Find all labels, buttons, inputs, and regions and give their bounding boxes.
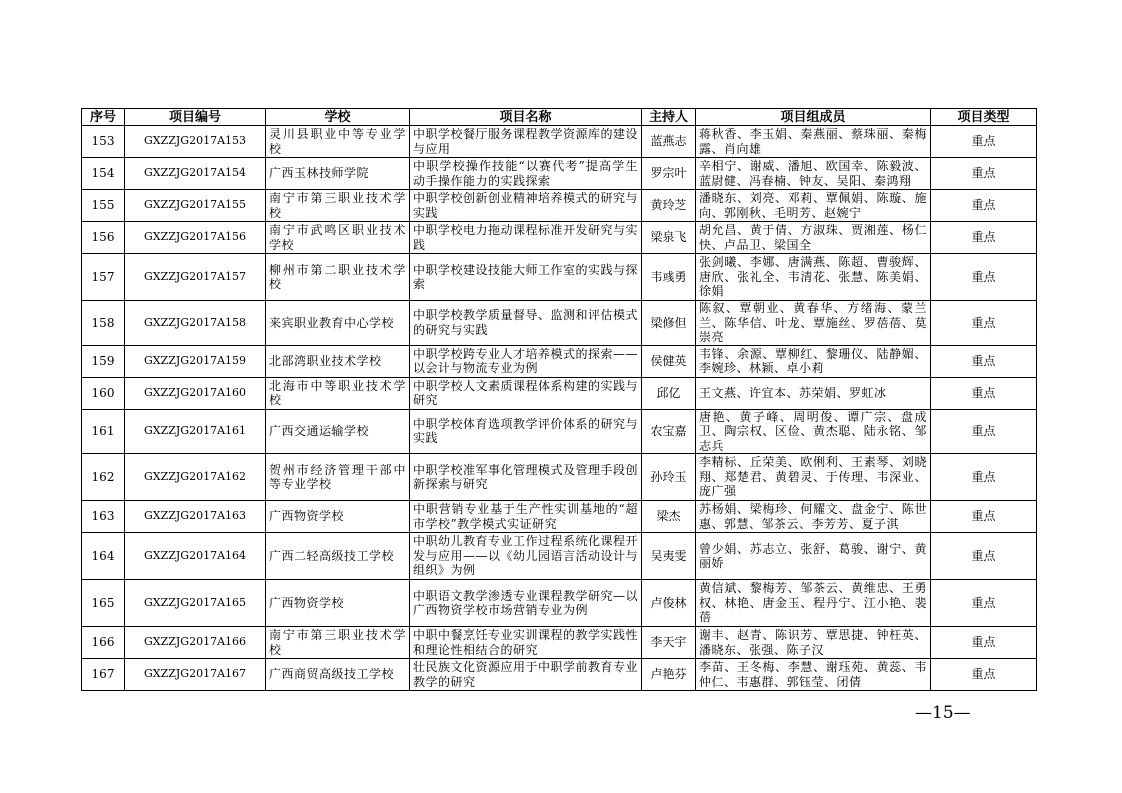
- school-name: 南宁市第三职业技术学校: [266, 627, 410, 659]
- members-list: 陈叙、覃朝业、黄春华、方绪海、蒙兰兰、陈华信、叶龙、覃施丝、罗蓓蓓、莫崇亮: [696, 301, 931, 346]
- project-type: 重点: [931, 222, 1037, 254]
- table-body: [82, 126, 1037, 691]
- header-cell: 项目编号: [125, 109, 266, 126]
- table-row: [82, 126, 1037, 158]
- project-code: GXZZJG2017A167: [125, 659, 266, 691]
- members-list: 王文燕、许宜本、苏荣娟、罗虹冰: [696, 377, 931, 409]
- project-name: 中职中餐烹饪专业实训课程的教学实践性和理论性相结合的研究: [410, 627, 642, 659]
- row-number: 156: [82, 222, 125, 254]
- table-row: [82, 222, 1037, 254]
- project-type: 重点: [931, 659, 1037, 691]
- table-row: [82, 158, 1037, 190]
- members-list: 李精标、丘荣美、欧俐利、王素琴、刘晓翔、郑楚君、黄碧灵、于传理、韦深业、庞广强: [696, 454, 931, 501]
- host-name: 梁修但: [642, 301, 696, 346]
- project-name: 中职学校操作技能“以赛代考”提高学生动手操作能力的实践探索: [410, 158, 642, 190]
- members-list: 辛相宁、谢威、潘旭、欧国幸、陈毅波、蓝尉健、冯春楠、钟友、吴阳、秦鸿翔: [696, 158, 931, 190]
- project-code: GXZZJG2017A159: [125, 345, 266, 377]
- project-type: 重点: [931, 254, 1037, 301]
- project-type: 重点: [931, 533, 1037, 580]
- host-name: 韦彧勇: [642, 254, 696, 301]
- project-code: GXZZJG2017A163: [125, 501, 266, 533]
- table-row: [82, 301, 1037, 346]
- project-type: 重点: [931, 158, 1037, 190]
- header-cell: 序号: [82, 109, 125, 126]
- project-type: 重点: [931, 580, 1037, 627]
- host-name: 梁杰: [642, 501, 696, 533]
- header-cell: 项目组成员: [696, 109, 931, 126]
- row-number: 161: [82, 409, 125, 454]
- project-name: 中职学校体育选项教学评价体系的研究与实践: [410, 409, 642, 454]
- row-number: 162: [82, 454, 125, 501]
- host-name: 卢艳芬: [642, 659, 696, 691]
- project-type: 重点: [931, 409, 1037, 454]
- host-name: 卢俊林: [642, 580, 696, 627]
- school-name: 北海市中等职业技术学校: [266, 377, 410, 409]
- school-name: 广西交通运输学校: [266, 409, 410, 454]
- host-name: 吴夷雯: [642, 533, 696, 580]
- table-row: [82, 627, 1037, 659]
- row-number: 159: [82, 345, 125, 377]
- host-name: 蓝燕志: [642, 126, 696, 158]
- row-number: 167: [82, 659, 125, 691]
- members-list: 李苗、王冬梅、李慧、谢珏苑、黄蕊、韦仲仁、韦惠群、郭钰莹、闭倩: [696, 659, 931, 691]
- host-name: 梁泉飞: [642, 222, 696, 254]
- project-code: GXZZJG2017A162: [125, 454, 266, 501]
- members-list: 苏杨娟、梁梅珍、何耀文、盘金宁、陈世惠、郭慧、邹茶云、李芳芳、夏子淇: [696, 501, 931, 533]
- table-row: [82, 254, 1037, 301]
- project-name: 中职学校人文素质课程体系构建的实践与研究: [410, 377, 642, 409]
- host-name: 孙玲玉: [642, 454, 696, 501]
- project-name: 中职学校建设技能大师工作室的实践与探索: [410, 254, 642, 301]
- project-type: 重点: [931, 126, 1037, 158]
- project-type: 重点: [931, 301, 1037, 346]
- project-type: 重点: [931, 501, 1037, 533]
- table-row: [82, 454, 1037, 501]
- project-code: GXZZJG2017A161: [125, 409, 266, 454]
- project-type: 重点: [931, 627, 1037, 659]
- school-name: 南宁市武鸣区职业技术学校: [266, 222, 410, 254]
- project-code: GXZZJG2017A158: [125, 301, 266, 346]
- table-row: [82, 533, 1037, 580]
- project-name: 中职学校电力拖动课程标准开发研究与实践: [410, 222, 642, 254]
- school-name: 南宁市第三职业技术学校: [266, 190, 410, 222]
- project-name: 中职学校准军事化管理模式及管理手段创新探索与研究: [410, 454, 642, 501]
- project-table: [81, 108, 1037, 691]
- school-name: 广西商贸高级技工学校: [266, 659, 410, 691]
- members-list: 谢丰、赵青、陈识芳、覃思捷、钟枉英、潘晓东、张强、陈子汉: [696, 627, 931, 659]
- host-name: 黄玲芝: [642, 190, 696, 222]
- row-number: 155: [82, 190, 125, 222]
- table-row: [82, 580, 1037, 627]
- members-list: 曾少娟、苏志立、张舒、葛骏、谢宁、黄丽娇: [696, 533, 931, 580]
- members-list: 潘晓东、刘亮、邓莉、覃佩娟、陈璇、施向、郭刚秋、毛明芳、赵婉宁: [696, 190, 931, 222]
- project-type: 重点: [931, 377, 1037, 409]
- school-name: 灵川县职业中等专业学校: [266, 126, 410, 158]
- host-name: 李天宇: [642, 627, 696, 659]
- project-name: 中职学校餐厅服务课程教学资源库的建设与应用: [410, 126, 642, 158]
- school-name: 北部湾职业技术学校: [266, 345, 410, 377]
- project-name: 壮民族文化资源应用于中职学前教育专业教学的研究: [410, 659, 642, 691]
- project-name: 中职学校教学质量督导、监测和评估模式的研究与实践: [410, 301, 642, 346]
- host-name: 侯健英: [642, 345, 696, 377]
- row-number: 165: [82, 580, 125, 627]
- project-code: GXZZJG2017A153: [125, 126, 266, 158]
- host-name: 邱亿: [642, 377, 696, 409]
- school-name: 广西玉林技师学院: [266, 158, 410, 190]
- project-code: GXZZJG2017A157: [125, 254, 266, 301]
- row-number: 154: [82, 158, 125, 190]
- school-name: 柳州市第二职业技术学校: [266, 254, 410, 301]
- table-row: [82, 659, 1037, 691]
- table-row: [82, 377, 1037, 409]
- school-name: 广西物资学校: [266, 580, 410, 627]
- members-list: 韦锋、余源、覃柳红、黎珊仪、陆静媚、李婉珍、林颖、卓小莉: [696, 345, 931, 377]
- host-name: 罗宗叶: [642, 158, 696, 190]
- project-name: 中职幼儿教育专业工作过程系统化课程开发与应用——以《幼儿园语言活动设计与组织》为例: [410, 533, 642, 580]
- header-row: [82, 109, 1037, 126]
- project-code: GXZZJG2017A155: [125, 190, 266, 222]
- project-name: 中职语文教学渗透专业课程教学研究—以广西物资学校市场营销专业为例: [410, 580, 642, 627]
- row-number: 163: [82, 501, 125, 533]
- members-list: 蒋秋香、李玉娟、秦燕丽、蔡珠丽、秦梅露、肖向雄: [696, 126, 931, 158]
- project-name: 中职学校跨专业人才培养模式的探索——以会计与物流专业为例: [410, 345, 642, 377]
- row-number: 164: [82, 533, 125, 580]
- school-name: 贺州市经济管理干部中等专业学校: [266, 454, 410, 501]
- header-cell: 项目类型: [931, 109, 1037, 126]
- table-row: [82, 409, 1037, 454]
- project-code: GXZZJG2017A164: [125, 533, 266, 580]
- members-list: 黄信斌、黎梅芳、邹茶云、黄维忠、王勇权、林艳、唐金玉、程丹宁、江小艳、裴蓓: [696, 580, 931, 627]
- project-type: 重点: [931, 190, 1037, 222]
- row-number: 153: [82, 126, 125, 158]
- members-list: 唐艳、黄子峰、周明俊、谭广宗、盘成卫、陶宗权、区俭、黄杰聪、陆永铭、邹志兵: [696, 409, 931, 454]
- members-list: 胡允昌、黄于倩、方淑珠、贾湘莲、杨仁快、卢品卫、梁国全: [696, 222, 931, 254]
- page-number: —15—: [915, 703, 971, 723]
- header-cell: 项目名称: [410, 109, 642, 126]
- header-cell: 主持人: [642, 109, 696, 126]
- project-name: 中职营销专业基于生产性实训基地的“超市学校”教学模式实证研究: [410, 501, 642, 533]
- row-number: 166: [82, 627, 125, 659]
- host-name: 农宝嘉: [642, 409, 696, 454]
- project-type: 重点: [931, 345, 1037, 377]
- row-number: 160: [82, 377, 125, 409]
- project-code: GXZZJG2017A160: [125, 377, 266, 409]
- project-name: 中职学校创新创业精神培养模式的研究与实践: [410, 190, 642, 222]
- project-code: GXZZJG2017A165: [125, 580, 266, 627]
- row-number: 158: [82, 301, 125, 346]
- table-row: [82, 501, 1037, 533]
- school-name: 广西二轻高级技工学校: [266, 533, 410, 580]
- project-code: GXZZJG2017A156: [125, 222, 266, 254]
- table-row: [82, 190, 1037, 222]
- project-type: 重点: [931, 454, 1037, 501]
- members-list: 张剑曦、李娜、唐满燕、陈超、曹骏辉、唐欣、张礼全、韦清花、张慧、陈美娟、徐娟: [696, 254, 931, 301]
- school-name: 来宾职业教育中心学校: [266, 301, 410, 346]
- table-row: [82, 345, 1037, 377]
- header-cell: 学校: [266, 109, 410, 126]
- row-number: 157: [82, 254, 125, 301]
- school-name: 广西物资学校: [266, 501, 410, 533]
- project-code: GXZZJG2017A154: [125, 158, 266, 190]
- project-code: GXZZJG2017A166: [125, 627, 266, 659]
